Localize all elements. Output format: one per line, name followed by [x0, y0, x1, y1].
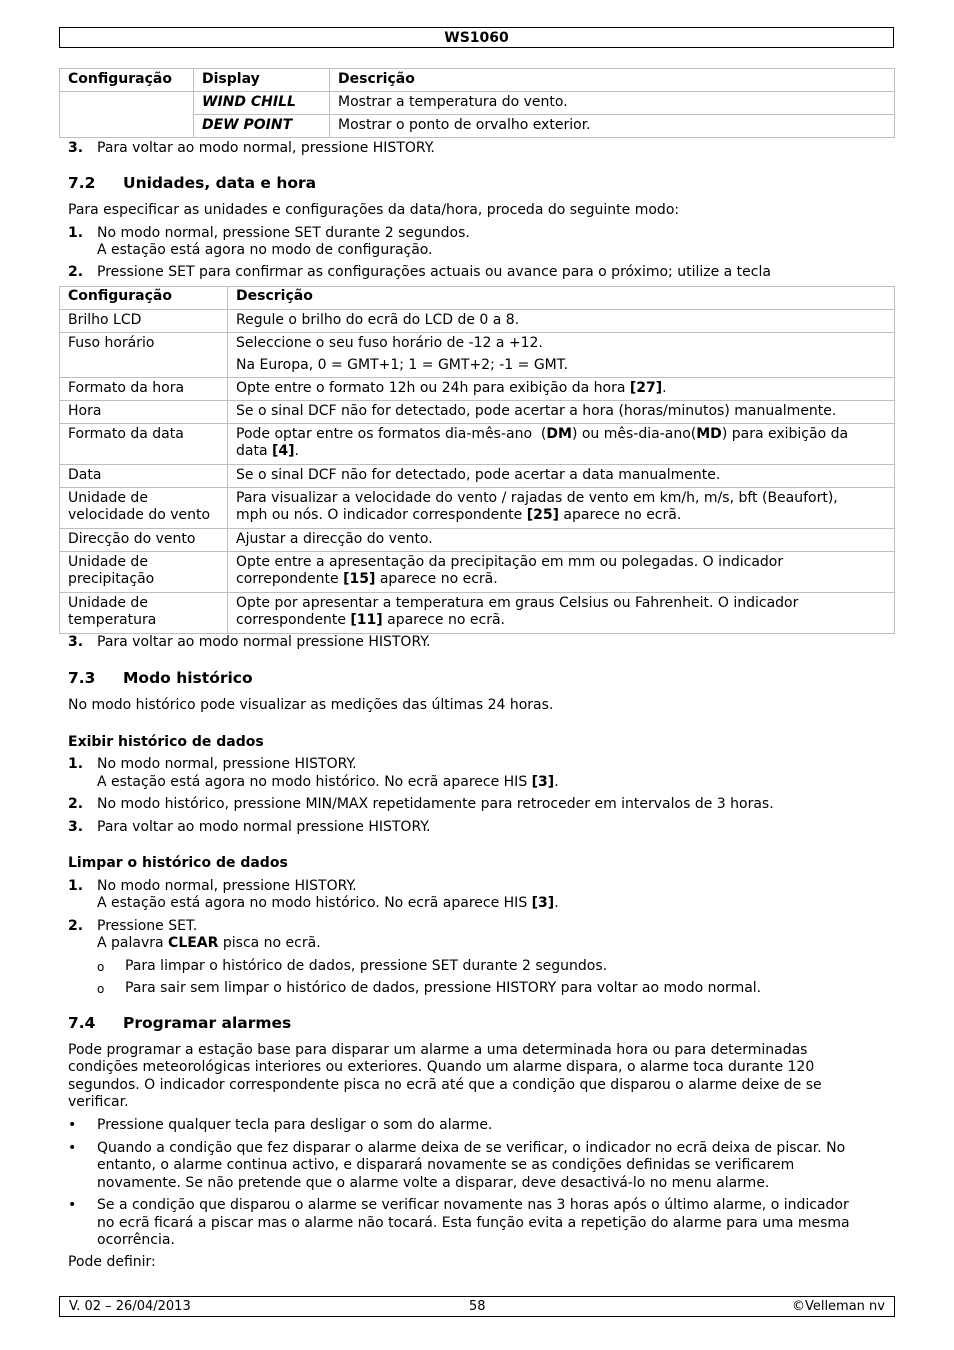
cell-line: Para visualizar a velocidade do vento / rajadas de vento em km/h, m/s, bft (Beaufort),	[236, 490, 838, 506]
text-span: A palavra	[97, 935, 169, 951]
step-number: 3.	[68, 140, 84, 156]
reference: [15]	[343, 571, 376, 587]
table-cell: Se o sinal DCF não for detectado, pode acertar a hora (horas/minutos) manualmente.	[228, 401, 895, 424]
bullet-text: entanto, o alarme continua activo, e disparará novamente se as condições definidas se verificarem	[97, 1157, 795, 1173]
paragraph-line: Pode programar a estação base para disparar um alarme a uma determinada hora ou para determinadas	[68, 1042, 808, 1058]
cell-line	[236, 507, 886, 524]
step-number: 2.	[68, 918, 84, 934]
cell-text: .	[294, 443, 299, 459]
step-number: 1.	[68, 878, 84, 894]
page-number: 58	[469, 1299, 486, 1314]
step-number: 1.	[68, 756, 84, 772]
text-span: .	[554, 774, 559, 790]
bullet-text: novamente. Se não pretende que o alarme volte a disparar, deve desactivá-lo no menu alarme.	[97, 1175, 770, 1191]
step-text: No modo histórico, pressione MIN/MAX repetidamente para retroceder em intervalos de 3 horas.	[97, 796, 774, 812]
step-text: No modo normal, pressione HISTORY.	[97, 878, 357, 894]
reference: [11]	[350, 612, 383, 628]
step-number: 3.	[68, 819, 84, 835]
col-header-config: Configuração	[60, 69, 194, 92]
cell-line: Unidade de	[68, 490, 148, 506]
step-text	[97, 895, 559, 912]
cell-text: aparece no ecrã.	[558, 507, 682, 523]
circle-bullet-icon: o	[97, 960, 105, 974]
format-code: DM	[546, 426, 572, 442]
text-span: .	[554, 895, 559, 911]
page-header: WS1060	[59, 27, 894, 48]
version-date: V. 02 – 26/04/2013	[69, 1299, 191, 1314]
reference: [27]	[629, 380, 663, 396]
sub-step-text: Para limpar o histórico de dados, pressione SET durante 2 segundos.	[125, 958, 608, 974]
table-cell: Se o sinal DCF não for detectado, pode acertar a data manualmente.	[228, 465, 895, 488]
cell-line	[236, 571, 886, 588]
section-heading-7-4	[68, 1014, 468, 1032]
table-cell	[228, 424, 895, 465]
cell-line: Seleccione o seu fuso horário de -12 a +12.	[236, 335, 543, 351]
cell-line: precipitação	[68, 571, 155, 587]
reference: [4]	[271, 443, 295, 459]
table-cell: Formato da data	[60, 424, 228, 465]
step-number: 2.	[68, 796, 84, 812]
cell-line	[236, 443, 886, 460]
cell-text: ) ou mês-dia-ano(	[571, 426, 697, 442]
table-cell	[228, 333, 895, 378]
col-header-display: Display	[194, 69, 330, 92]
reference: [25]	[526, 507, 559, 523]
section-number: 7.3	[68, 669, 96, 687]
step-text: Para voltar ao modo normal, pressione HISTORY.	[97, 140, 435, 156]
step-number: 3.	[68, 634, 84, 650]
step-text: No modo normal, pressione SET durante 2 segundos.	[97, 225, 470, 241]
cell-text: Pode optar entre os formatos dia-mês-ano (	[236, 426, 547, 442]
bullet-icon: •	[68, 1117, 77, 1133]
text-span: A estação está agora no modo histórico. No ecrã aparece HIS	[97, 774, 532, 790]
table-cell	[228, 552, 895, 593]
table-cell	[60, 593, 228, 634]
cell-line	[236, 612, 886, 629]
bullet-text: Pressione qualquer tecla para desligar o som do alarme.	[97, 1117, 493, 1133]
step-number: 2.	[68, 264, 84, 280]
table-cell	[60, 488, 228, 529]
col-header-description: Descrição	[228, 287, 895, 310]
cell-text: aparece no ecrã.	[382, 612, 505, 628]
table-cell	[60, 552, 228, 593]
section-title: Programar alarmes	[123, 1014, 292, 1032]
cell-text: .	[662, 380, 667, 396]
cell-text: correpondente	[236, 571, 344, 587]
section-heading-7-3	[68, 669, 468, 687]
table-cell: Ajustar a direcção do vento.	[228, 529, 895, 552]
section-number: 7.4	[68, 1014, 96, 1032]
table-cell: Data	[60, 465, 228, 488]
table-cell: Fuso horário	[60, 333, 228, 378]
cell-line: velocidade do vento	[68, 507, 211, 523]
table-cell	[228, 593, 895, 634]
cell-text: mph ou nós. O indicador correspondente	[236, 507, 527, 523]
bullet-text: Se a condição que disparou o alarme se verificar novamente nas 3 horas após o último alarme, o indicador	[97, 1197, 849, 1213]
section-heading-7-2	[68, 174, 468, 192]
table-cell: Mostrar a temperatura do vento.	[330, 92, 895, 115]
paragraph-line: condições meteorológicas interiores ou exteriores. Quando um alarme dispara, o alarme toca durante 120	[68, 1059, 815, 1075]
table-cell	[228, 378, 895, 401]
circle-bullet-icon: o	[97, 982, 105, 996]
paragraph-line: segundos. O indicador correspondente pisca no ecrã até que a condição que disparou o alarme deixe de se	[68, 1077, 822, 1093]
reference: [3]	[531, 895, 555, 911]
copyright: ©Velleman nv	[791, 1299, 885, 1314]
bullet-text: ocorrência.	[97, 1232, 175, 1248]
bullet-icon: •	[68, 1140, 77, 1156]
cell-text: data	[236, 443, 272, 459]
cell-line: Opte entre a apresentação da precipitação em mm ou polegadas. O indicador	[236, 554, 784, 570]
format-code: MD	[696, 426, 722, 442]
cell-line: temperatura	[68, 612, 157, 628]
subheading: Limpar o histórico de dados	[68, 855, 288, 871]
bullet-icon: •	[68, 1197, 77, 1213]
table-cell: Direcção do vento	[60, 529, 228, 552]
paragraph: Para especificar as unidades e configurações da data/hora, proceda do seguinte modo:	[68, 202, 680, 218]
cell-text: Opte entre o formato 12h ou 24h para exibição da hora	[236, 380, 630, 396]
step-text: Pressione SET.	[97, 918, 198, 934]
section-title: Unidades, data e hora	[123, 174, 317, 192]
table-cell: WIND CHILL	[194, 92, 330, 115]
page-footer	[59, 1296, 895, 1317]
table-cell: DEW POINT	[194, 115, 330, 138]
cell-line: Unidade de	[68, 554, 148, 570]
table-cell: Regule o brilho do ecrã do LCD de 0 a 8.	[228, 310, 895, 333]
table-cell: Mostrar o ponto de orvalho exterior.	[330, 115, 895, 138]
step-text: A estação está agora no modo de configuração.	[97, 242, 433, 258]
text-span: A estação está agora no modo histórico. No ecrã aparece HIS	[97, 895, 532, 911]
text-span: pisca no ecrã.	[218, 935, 321, 951]
step-text: Para voltar ao modo normal pressione HISTORY.	[97, 634, 431, 650]
paragraph: No modo histórico pode visualizar as medições das últimas 24 horas.	[68, 697, 554, 713]
cell-line: Na Europa, 0 = GMT+1; 1 = GMT+2; -1 = GMT.	[236, 357, 569, 373]
cell-text: correspondente	[236, 612, 351, 628]
display-config-table	[59, 68, 895, 138]
cell-text: aparece no ecrã.	[375, 571, 498, 587]
step-text	[97, 935, 321, 952]
step-text: Pressione SET para confirmar as configurações actuais ou avance para o próximo; utilize a tecla	[97, 264, 771, 280]
paragraph-line: verificar.	[68, 1094, 129, 1110]
cell-line: Opte por apresentar a temperatura em graus Celsius ou Fahrenheit. O indicador	[236, 595, 799, 611]
subheading: Exibir histórico de dados	[68, 734, 264, 750]
settings-table	[59, 286, 895, 634]
table-cell: Brilho LCD	[60, 310, 228, 333]
table-cell	[228, 488, 895, 529]
reference: [3]	[531, 774, 555, 790]
cell-line	[236, 426, 886, 443]
step-text	[97, 774, 559, 791]
col-header-description: Descrição	[330, 69, 895, 92]
section-title: Modo histórico	[123, 669, 253, 687]
step-text: Para voltar ao modo normal pressione HISTORY.	[97, 819, 431, 835]
cell-line: Unidade de	[68, 595, 148, 611]
col-header-config: Configuração	[60, 287, 228, 310]
step-text: No modo normal, pressione HISTORY.	[97, 756, 357, 772]
table-cell: Formato da hora	[60, 378, 228, 401]
bullet-text: no ecrã ficará a piscar mas o alarme não tocará. Esta função evita a repetição do alarme para uma mesma	[97, 1215, 850, 1231]
table-cell: Hora	[60, 401, 228, 424]
step-number: 1.	[68, 225, 84, 241]
keyword: CLEAR	[168, 935, 219, 951]
sub-step-text: Para sair sem limpar o histórico de dados, pressione HISTORY para voltar ao modo normal.	[125, 980, 762, 996]
paragraph: Pode definir:	[68, 1254, 156, 1270]
cell-text: ) para exibição da	[721, 426, 849, 442]
bullet-text: Quando a condição que fez disparar o alarme deixa de se verificar, o indicador no ecrã deixa de piscar. No	[97, 1140, 846, 1156]
table-cell	[60, 92, 194, 138]
section-number: 7.2	[68, 174, 96, 192]
